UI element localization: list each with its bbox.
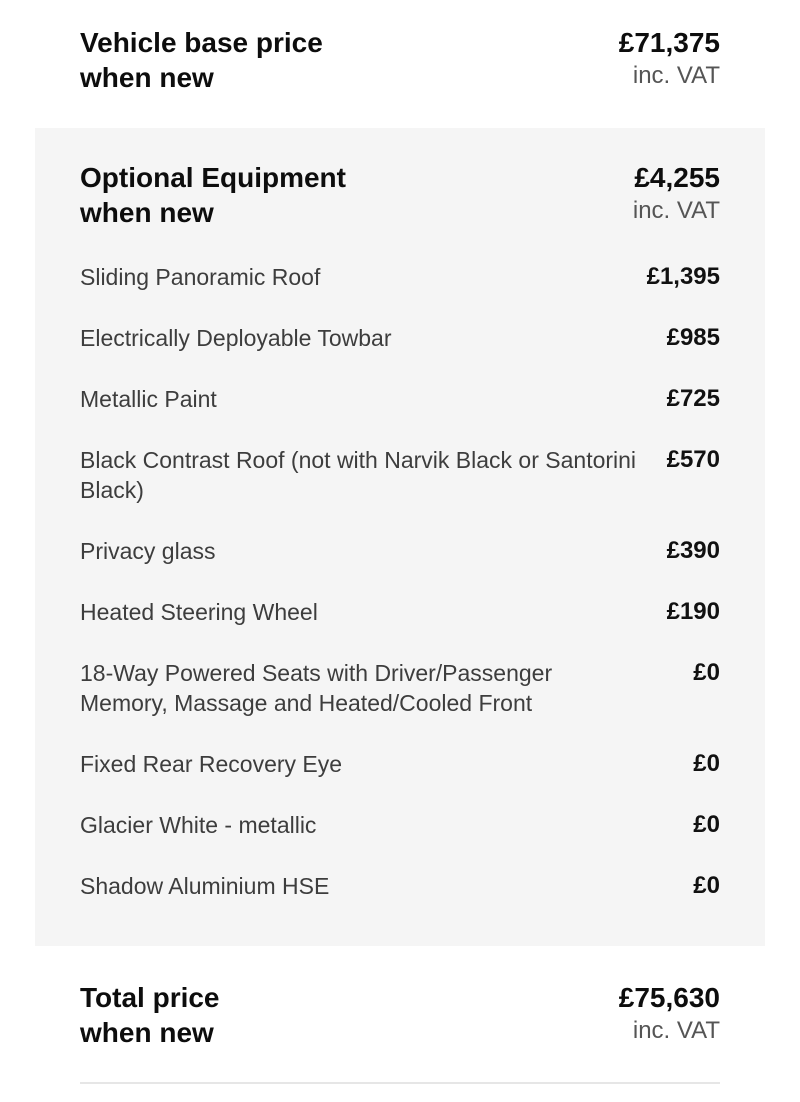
option-price: £985 [666, 324, 720, 351]
optional-equipment-label [80, 160, 410, 230]
total-price-vat-note: inc. VAT [632, 1017, 720, 1044]
option-item [80, 871, 720, 901]
optional-equipment-vat-note: inc. VAT [632, 197, 720, 224]
option-price: £390 [666, 537, 720, 564]
option-name: Fixed Rear Recovery Eye [80, 751, 343, 777]
optional-equipment-header [80, 160, 720, 230]
option-item [80, 658, 720, 718]
option-item [80, 384, 720, 414]
option-price: £0 [693, 659, 720, 686]
total-price-label [80, 980, 410, 1050]
total-price-label-line1: Total price [80, 982, 220, 1013]
base-price-label-line1: Vehicle base price [80, 27, 323, 58]
base-price-vat-note: inc. VAT [632, 62, 720, 89]
option-name: 18-Way Powered Seats with Driver/Passenger Memory, Massage and Heated/Cooled Front [80, 660, 553, 716]
option-name: Heated Steering Wheel [80, 599, 318, 625]
option-price: £725 [666, 385, 720, 412]
optional-equipment-list [80, 262, 720, 932]
option-name: Privacy glass [80, 538, 216, 564]
option-name: Electrically Deployable Towbar [80, 325, 392, 351]
option-item [80, 749, 720, 779]
optional-equipment-label-line2: when new [80, 197, 214, 228]
optional-equipment-value-block [633, 160, 720, 227]
bottom-divider [80, 1082, 720, 1084]
base-price-value-block [619, 25, 720, 92]
optional-equipment-amount: £4,255 [634, 162, 720, 193]
option-price: £570 [666, 446, 720, 473]
option-name: Metallic Paint [80, 386, 217, 412]
option-name: Black Contrast Roof (not with Narvik Black or Santorini Black) [80, 447, 637, 503]
option-price: £0 [693, 811, 720, 838]
option-item [80, 445, 720, 505]
optional-equipment-label-line1: Optional Equipment [80, 162, 346, 193]
option-item [80, 323, 720, 353]
option-item [80, 536, 720, 566]
option-name: Glacier White - metallic [80, 812, 317, 838]
total-price-section [80, 980, 720, 1050]
base-price-section [80, 25, 720, 95]
option-item [80, 597, 720, 627]
option-item [80, 262, 720, 292]
total-price-value-block [619, 980, 720, 1047]
option-item [80, 810, 720, 840]
total-price-amount: £75,630 [618, 982, 720, 1013]
option-name: Shadow Aluminium HSE [80, 873, 330, 899]
option-price: £0 [693, 872, 720, 899]
base-price-label-line2: when new [80, 62, 214, 93]
option-price: £0 [693, 750, 720, 777]
option-price: £1,395 [646, 263, 720, 290]
base-price-amount: £71,375 [618, 27, 720, 58]
option-price: £190 [666, 598, 720, 625]
base-price-label [80, 25, 410, 95]
total-price-label-line2: when new [80, 1017, 214, 1048]
option-name: Sliding Panoramic Roof [80, 264, 321, 290]
